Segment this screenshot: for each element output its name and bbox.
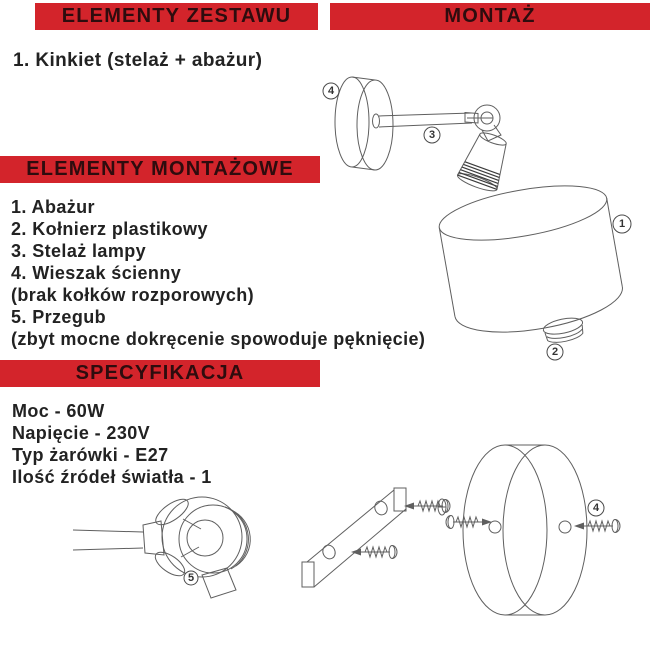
mounting-part: 4. Wieszak ścienny [11,263,182,283]
callout-collar [547,344,563,360]
joint-detail-diagram [55,485,300,650]
section-header-assembly: MONTAŻ [330,3,650,30]
mounting-part-note: (zbyt mocne dokręcenie spowoduje pęknięcie) [11,329,426,349]
mounting-part: 1. Abażur [11,197,95,217]
spec-item: Moc - 60W [12,401,105,421]
callout-wall-mount-label: 4 [327,85,335,97]
mounting-part-note: (brak kołków rozporowych) [11,285,255,305]
assembly-diagram [300,55,650,385]
socket-drawing [456,128,514,194]
section-header-mounting-parts: ELEMENTY MONTAŻOWE [0,156,320,183]
wall-mount-disc-drawing [335,77,393,170]
mounting-part: 2. Kołnierz plastikowy [11,219,208,239]
screw-drawing [446,516,492,529]
callout-canopy [588,500,604,516]
kit-item: 1. Kinkiet (stelaż + abażur) [13,50,263,71]
callout-collar-label: 2 [551,346,559,358]
callout-shade [613,215,631,233]
canopy-screws-diagram [435,432,650,655]
spec-item: Typ żarówki - E27 [12,445,169,465]
mounting-part: 3. Stelaż lampy [11,241,147,261]
spec-item: Napięcie - 230V [12,423,151,443]
callout-wall-mount [323,83,339,99]
callout-canopy-label: 4 [592,502,600,514]
section-header-kit: ELEMENTY ZESTAWU [35,3,318,30]
screw-drawing [351,546,397,559]
callout-arm [424,127,440,143]
callout-joint-label: 5 [187,572,195,584]
spec-item: Ilość źródeł światła - 1 [12,467,212,487]
screw-drawing [574,520,620,533]
specification-list [12,400,212,488]
callout-arm-label: 3 [428,129,436,141]
section-header-specification: SPECYFIKACJA [0,360,320,387]
callout-joint [184,571,198,585]
lampshade-drawing [435,176,627,343]
mounting-part: 5. Przegub [11,307,107,327]
callout-shade-label: 1 [618,218,626,230]
